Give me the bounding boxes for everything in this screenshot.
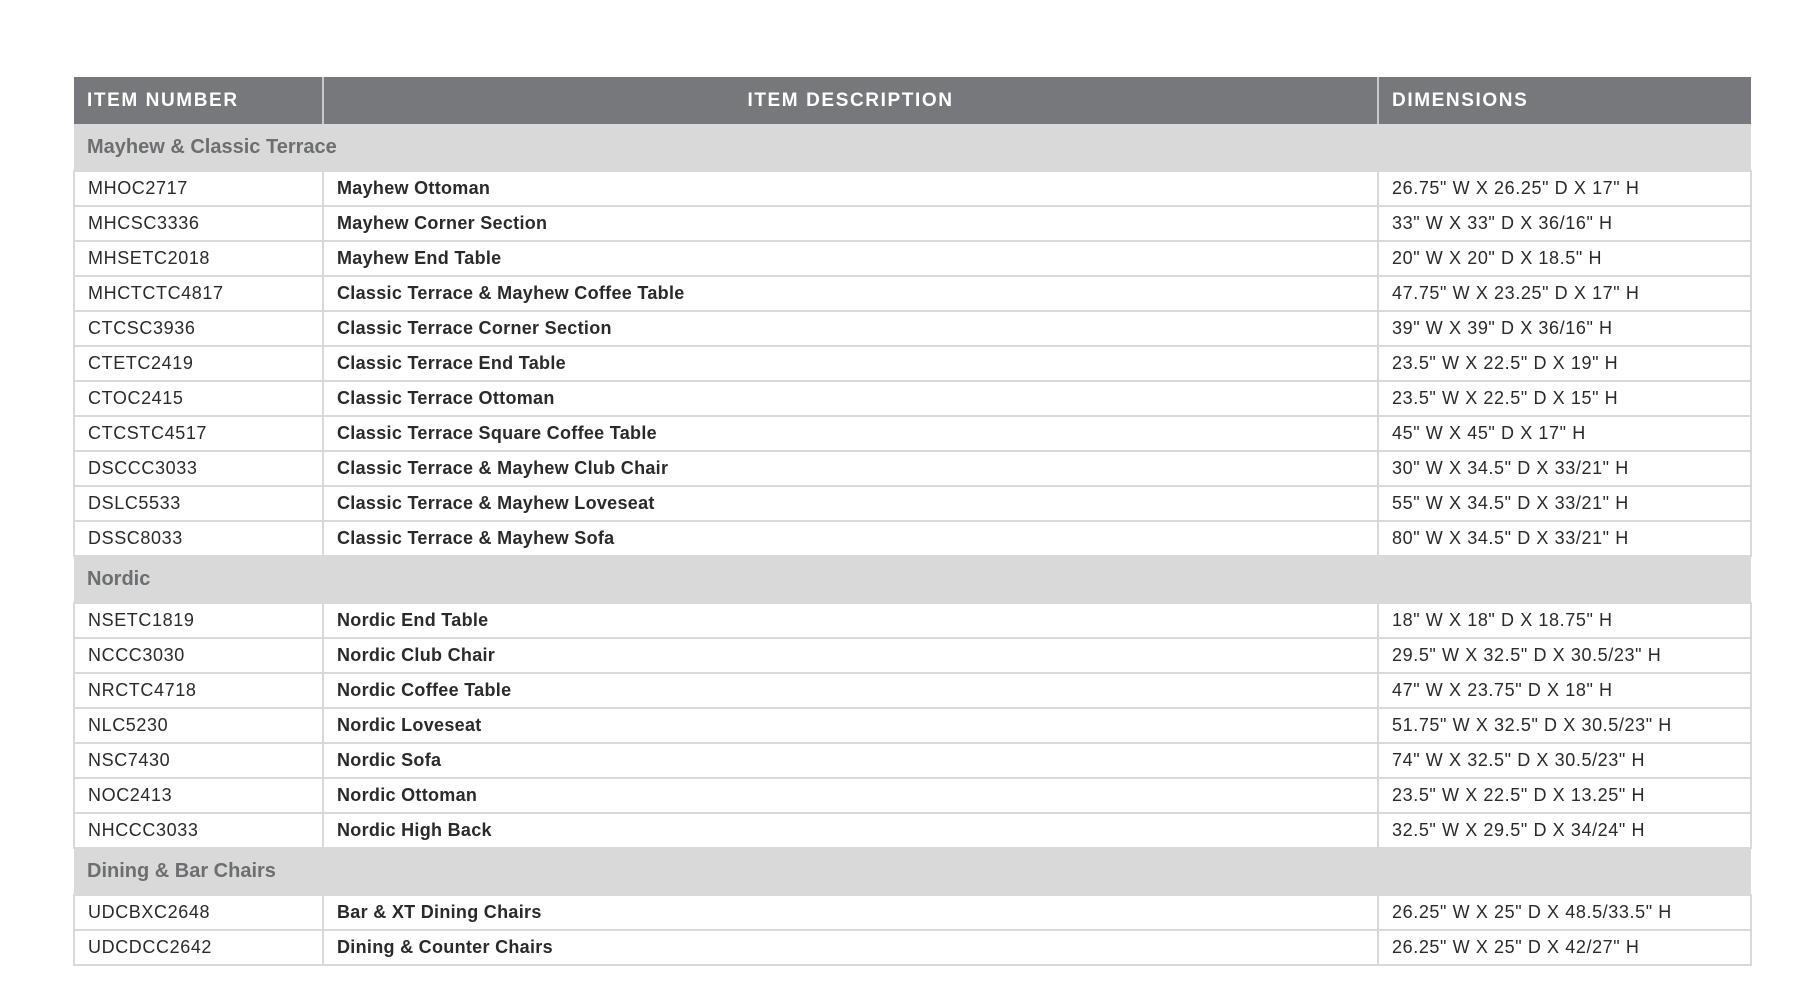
table-row (74, 451, 1751, 486)
group-row (74, 848, 1751, 895)
item-description-cell: Mayhew End Table (323, 241, 1378, 276)
dimensions-cell: 33" W X 33" D X 36/16" H (1378, 206, 1751, 241)
dimensions-cell: 23.5" W X 22.5" D X 15" H (1378, 381, 1751, 416)
table-row (74, 486, 1751, 521)
item-description-cell: Nordic Sofa (323, 743, 1378, 778)
table-row (74, 416, 1751, 451)
item-description-cell: Classic Terrace Ottoman (323, 381, 1378, 416)
dimensions-cell: 51.75" W X 32.5" D X 30.5/23" H (1378, 708, 1751, 743)
item-number-cell: CTCSTC4517 (74, 416, 323, 451)
table-row (74, 813, 1751, 848)
table-row (74, 708, 1751, 743)
item-number-cell: CTETC2419 (74, 346, 323, 381)
item-description-cell: Classic Terrace & Mayhew Coffee Table (323, 276, 1378, 311)
table-header (74, 77, 1751, 124)
item-number-cell: CTOC2415 (74, 381, 323, 416)
group-heading: Nordic (74, 556, 1751, 603)
item-description-cell: Classic Terrace Square Coffee Table (323, 416, 1378, 451)
item-number-cell: UDCBXC2648 (74, 895, 323, 930)
dimensions-cell: 23.5" W X 22.5" D X 19" H (1378, 346, 1751, 381)
item-number-cell: NHCCC3033 (74, 813, 323, 848)
table-row (74, 743, 1751, 778)
group-heading: Dining & Bar Chairs (74, 848, 1751, 895)
dimensions-cell: 55" W X 34.5" D X 33/21" H (1378, 486, 1751, 521)
table-row (74, 311, 1751, 346)
table-row (74, 638, 1751, 673)
dimensions-cell: 30" W X 34.5" D X 33/21" H (1378, 451, 1751, 486)
dimensions-cell: 47" W X 23.75" D X 18" H (1378, 673, 1751, 708)
item-description-cell: Classic Terrace End Table (323, 346, 1378, 381)
item-description-cell: Classic Terrace & Mayhew Loveseat (323, 486, 1378, 521)
dimensions-cell: 29.5" W X 32.5" D X 30.5/23" H (1378, 638, 1751, 673)
dimensions-cell: 23.5" W X 22.5" D X 13.25" H (1378, 778, 1751, 813)
table-row (74, 603, 1751, 638)
item-description-cell: Nordic Ottoman (323, 778, 1378, 813)
item-number-cell: CTCSC3936 (74, 311, 323, 346)
table-row (74, 276, 1751, 311)
item-description-cell: Nordic High Back (323, 813, 1378, 848)
item-description-cell: Mayhew Ottoman (323, 171, 1378, 206)
item-description-cell: Nordic End Table (323, 603, 1378, 638)
item-description-cell: Bar & XT Dining Chairs (323, 895, 1378, 930)
dimensions-cell: 74" W X 32.5" D X 30.5/23" H (1378, 743, 1751, 778)
dimensions-cell: 32.5" W X 29.5" D X 34/24" H (1378, 813, 1751, 848)
item-number-cell: MHCSC3336 (74, 206, 323, 241)
dimensions-cell: 47.75" W X 23.25" D X 17" H (1378, 276, 1751, 311)
item-description-cell: Classic Terrace & Mayhew Club Chair (323, 451, 1378, 486)
table-row (74, 930, 1751, 965)
table-row (74, 381, 1751, 416)
dimensions-cell: 26.25" W X 25" D X 48.5/33.5" H (1378, 895, 1751, 930)
item-number-cell: DSSC8033 (74, 521, 323, 556)
item-description-cell: Dining & Counter Chairs (323, 930, 1378, 965)
dimensions-cell: 45" W X 45" D X 17" H (1378, 416, 1751, 451)
item-description-cell: Nordic Loveseat (323, 708, 1378, 743)
table-row (74, 521, 1751, 556)
dimensions-cell: 26.25" W X 25" D X 42/27" H (1378, 930, 1751, 965)
item-number-cell: DSCCC3033 (74, 451, 323, 486)
table-row (74, 895, 1751, 930)
dimensions-cell: 39" W X 39" D X 36/16" H (1378, 311, 1751, 346)
item-description-cell: Classic Terrace & Mayhew Sofa (323, 521, 1378, 556)
dimensions-cell: 80" W X 34.5" D X 33/21" H (1378, 521, 1751, 556)
table-row (74, 241, 1751, 276)
item-description-cell: Nordic Club Chair (323, 638, 1378, 673)
item-description-cell: Nordic Coffee Table (323, 673, 1378, 708)
item-description-cell: Classic Terrace Corner Section (323, 311, 1378, 346)
table-row (74, 171, 1751, 206)
item-description-cell: Mayhew Corner Section (323, 206, 1378, 241)
item-number-cell: MHOC2717 (74, 171, 323, 206)
item-number-cell: MHSETC2018 (74, 241, 323, 276)
item-number-cell: NRCTC4718 (74, 673, 323, 708)
group-row (74, 556, 1751, 603)
item-number-cell: NCCC3030 (74, 638, 323, 673)
table-row (74, 346, 1751, 381)
item-number-cell: UDCDCC2642 (74, 930, 323, 965)
header-item-number: ITEM NUMBER (74, 77, 323, 124)
item-number-cell: MHCTCTC4817 (74, 276, 323, 311)
item-number-cell: NLC5230 (74, 708, 323, 743)
item-number-cell: NOC2413 (74, 778, 323, 813)
table-body (74, 124, 1751, 965)
dimensions-cell: 20" W X 20" D X 18.5" H (1378, 241, 1751, 276)
group-heading: Mayhew & Classic Terrace (74, 124, 1751, 171)
header-dimensions: DIMENSIONS (1378, 77, 1751, 124)
dimensions-cell: 26.75" W X 26.25" D X 17" H (1378, 171, 1751, 206)
item-number-cell: NSC7430 (74, 743, 323, 778)
header-item-description: ITEM DESCRIPTION (323, 77, 1378, 124)
table-row (74, 673, 1751, 708)
table-row (74, 206, 1751, 241)
header-row (74, 77, 1751, 124)
item-number-cell: NSETC1819 (74, 603, 323, 638)
dimensions-cell: 18" W X 18" D X 18.75" H (1378, 603, 1751, 638)
group-row (74, 124, 1751, 171)
product-spec-table (73, 77, 1752, 966)
table-row (74, 778, 1751, 813)
item-number-cell: DSLC5533 (74, 486, 323, 521)
